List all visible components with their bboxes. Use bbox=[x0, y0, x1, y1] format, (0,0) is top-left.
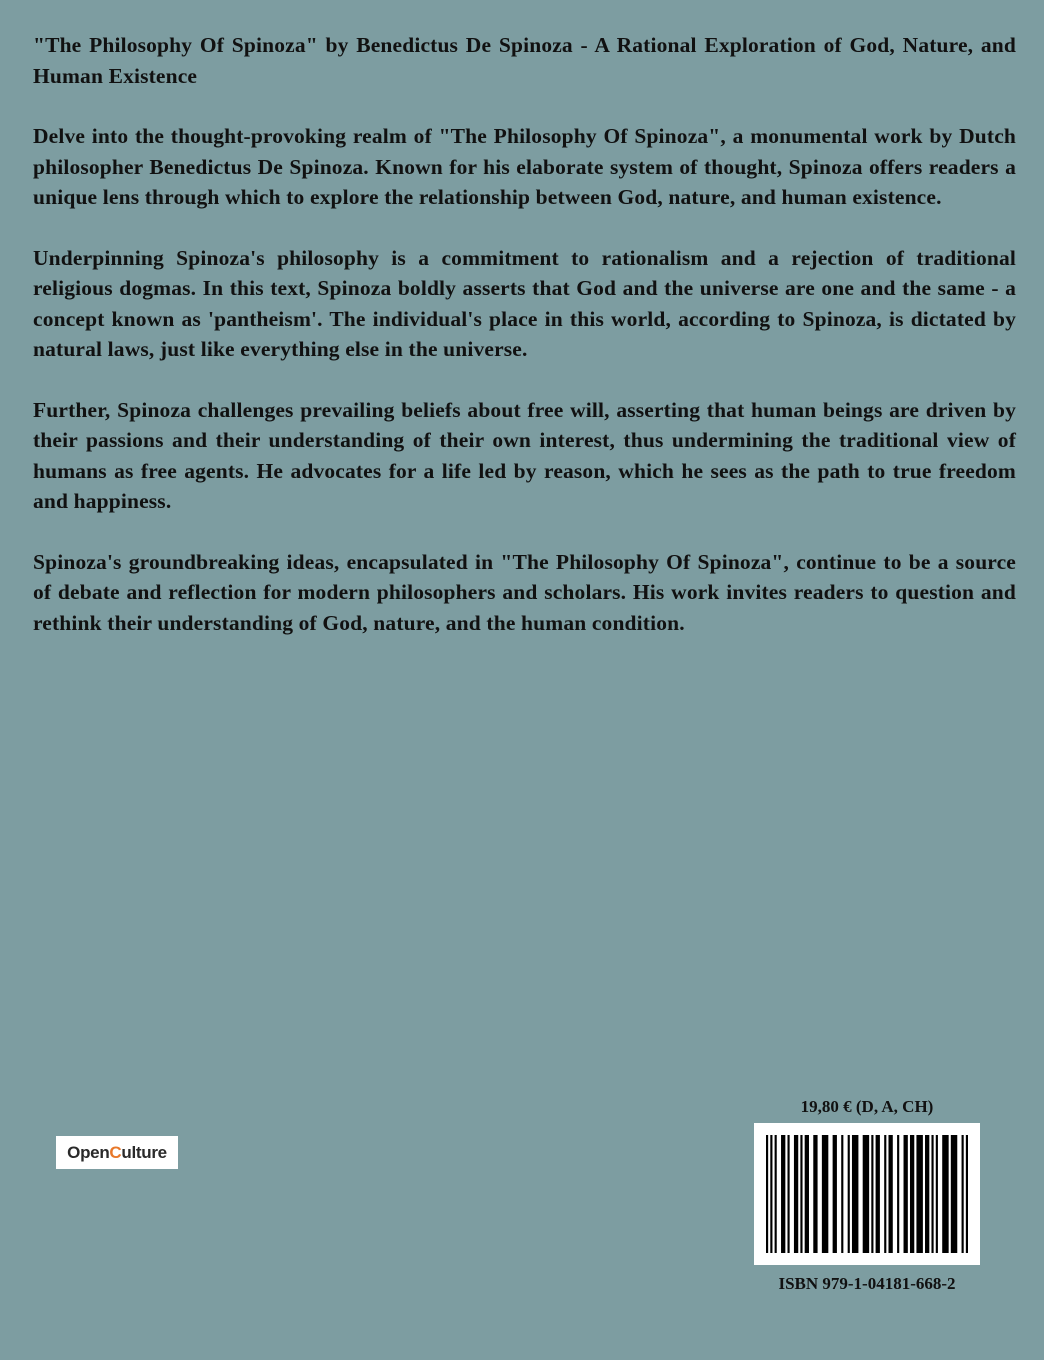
barcode-bar bbox=[800, 1135, 802, 1253]
paragraph-legacy: Spinoza's groundbreaking ideas, encapsulated in "The Philosophy Of Spinoza", continue to be a source of debate and reflection for modern philosophers and scholars. His work invites readers to question and rethink their understanding of God, nature, and the human condition. bbox=[33, 549, 1016, 635]
isbn-label: ISBN 979-1-04181-668-2 bbox=[778, 1274, 956, 1293]
barcode-bar bbox=[916, 1135, 922, 1253]
barcode-bar bbox=[897, 1135, 899, 1253]
barcode-bar bbox=[813, 1135, 817, 1253]
barcode-bar bbox=[871, 1135, 873, 1253]
barcode-bar bbox=[781, 1135, 785, 1253]
barcode-bar bbox=[962, 1135, 964, 1253]
barcode-bar bbox=[787, 1135, 789, 1253]
barcode-bars bbox=[766, 1135, 968, 1253]
barcode-bar bbox=[904, 1135, 908, 1253]
barcode-bar bbox=[951, 1135, 957, 1253]
barcode-bar bbox=[770, 1135, 772, 1253]
barcode-bar bbox=[931, 1135, 933, 1253]
barcode-bar bbox=[833, 1135, 837, 1253]
price-label: 19,80 € (D, A, CH) bbox=[800, 1097, 934, 1116]
barcode-bar bbox=[942, 1135, 948, 1253]
barcode-bar bbox=[852, 1135, 858, 1253]
barcode-bar bbox=[888, 1135, 892, 1253]
barcode bbox=[754, 1123, 980, 1265]
barcode-bar bbox=[841, 1135, 843, 1253]
barcode-bar bbox=[925, 1135, 929, 1253]
back-cover-blurb bbox=[33, 30, 1016, 668]
logo-text-open: Open bbox=[67, 1142, 110, 1162]
title-line: "The Philosophy Of Spinoza" by Benedictus De Spinoza - A Rational Exploration of God, Nature, and Human Existence bbox=[33, 33, 1016, 88]
barcode-bar bbox=[794, 1135, 798, 1253]
barcode-bar bbox=[766, 1135, 768, 1253]
publisher-logo bbox=[56, 1136, 178, 1169]
barcode-bar bbox=[876, 1135, 880, 1253]
barcode-bar bbox=[848, 1135, 850, 1253]
logo-text-ulture: ulture bbox=[121, 1142, 167, 1162]
barcode-bar bbox=[936, 1135, 938, 1253]
barcode-bar bbox=[966, 1135, 968, 1253]
paragraph-free-will: Further, Spinoza challenges prevailing beliefs about free will, asserting that human beings are driven by their passions and their understanding of their own interest, thus undermining the traditional view of humans as free agents. He advocates for a life led by reason, which he sees as the path to true freedom and happiness. bbox=[33, 397, 1016, 513]
barcode-bar bbox=[884, 1135, 886, 1253]
barcode-bar bbox=[910, 1135, 914, 1253]
barcode-bar bbox=[805, 1135, 809, 1253]
barcode-bar bbox=[863, 1135, 869, 1253]
barcode-bar bbox=[822, 1135, 828, 1253]
logo-text-c: C bbox=[109, 1142, 122, 1162]
paragraph-pantheism: Underpinning Spinoza's philosophy is a commitment to rationalism and a rejection of traditional religious dogmas. In this text, Spinoza boldly asserts that God and the universe are one and the same - a concept known as 'pantheism'. The individual's place in this world, according to Spinoza, is dictated by natural laws, just like everything else in the universe. bbox=[33, 245, 1016, 361]
paragraph-intro: Delve into the thought-provoking realm of "The Philosophy Of Spinoza", a monumental work by Dutch philosopher Benedictus De Spinoza. Known for his elaborate system of thought, Spinoza offers readers a unique lens through which to explore the relationship between God, nature, and human existence. bbox=[33, 124, 1016, 209]
barcode-bar bbox=[775, 1135, 777, 1253]
